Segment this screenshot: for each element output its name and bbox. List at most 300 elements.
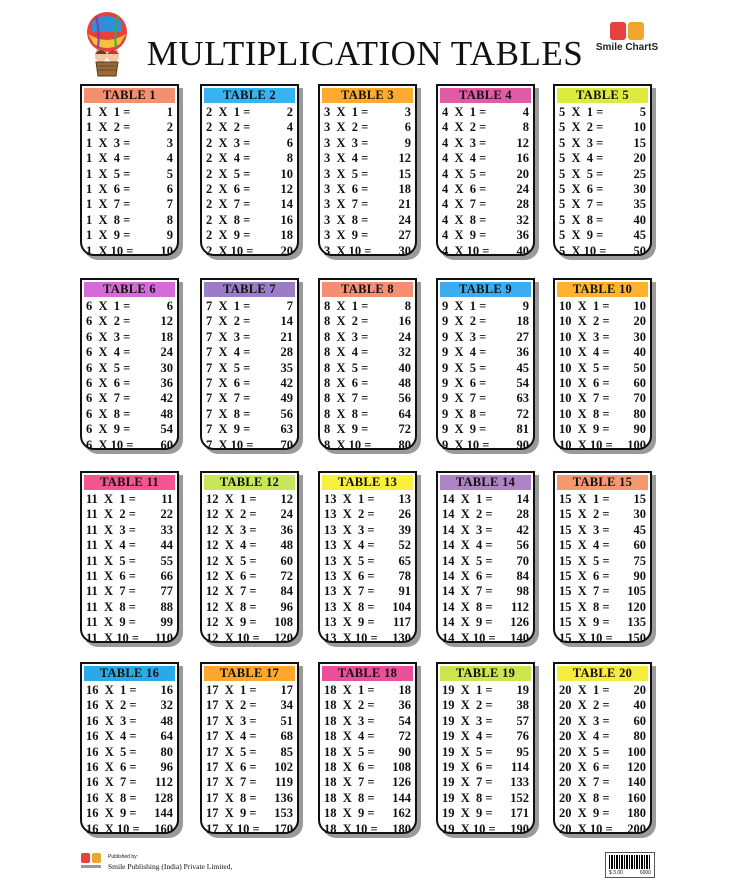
product-value: 45 [633, 228, 646, 243]
table-row [559, 714, 646, 729]
product-value: 200 [627, 821, 646, 836]
product-value: 133 [510, 775, 529, 790]
equation: 10 X 7 = [559, 391, 610, 406]
table-row [559, 523, 646, 538]
table-row [206, 151, 293, 166]
table-row [86, 330, 173, 345]
table-row [86, 698, 173, 713]
product-value: 4 [522, 105, 529, 119]
product-value: 24 [516, 181, 529, 196]
product-value: 2 [286, 105, 293, 119]
product-value: 52 [398, 538, 411, 553]
equation: 3 X 3 = [324, 135, 369, 150]
equation: 12 X 1 = [206, 492, 257, 506]
equation: 19 X 5 = [442, 744, 493, 759]
product-value: 130 [392, 630, 411, 645]
price: $ 3.00 [609, 870, 623, 876]
product-value: 15 [398, 166, 411, 181]
table-row [559, 422, 646, 437]
product-value: 105 [627, 584, 646, 599]
product-value: 108 [392, 759, 411, 774]
product-value: 70 [633, 391, 646, 406]
table-title: TABLE 8 [322, 282, 413, 297]
table-card [436, 84, 539, 260]
product-value: 72 [398, 729, 411, 744]
product-value: 102 [274, 759, 293, 774]
equation: 14 X 6 = [442, 568, 493, 583]
product-value: 15 [633, 492, 646, 506]
product-value: 77 [160, 584, 173, 599]
equation: 9 X 4 = [442, 345, 487, 360]
table-row [324, 554, 411, 569]
product-value: 144 [392, 790, 411, 805]
table-row [324, 244, 411, 259]
product-value: 180 [392, 821, 411, 836]
table-row [206, 631, 293, 646]
table-row [442, 538, 529, 553]
page-title: MULTIPLICATION TABLES [146, 34, 584, 73]
product-value: 3 [166, 135, 173, 150]
table-row [86, 299, 173, 314]
product-value: 28 [280, 345, 293, 360]
table-row [86, 507, 173, 522]
equation: 19 X 6 = [442, 759, 493, 774]
equation: 8 X 5 = [324, 360, 369, 375]
table-row [206, 136, 293, 151]
table-title: TABLE 10 [557, 282, 648, 297]
table-rows [86, 299, 173, 453]
product-value: 5 [639, 105, 646, 119]
table-row [324, 213, 411, 228]
equation: 6 X 3 = [86, 329, 131, 344]
equation: 8 X 2 = [324, 314, 369, 329]
product-value: 90 [633, 568, 646, 583]
equation: 9 X 10 = [442, 437, 490, 452]
product-value: 57 [516, 713, 529, 728]
equation: 16 X 10 = [86, 821, 140, 836]
product-value: 81 [516, 422, 529, 437]
table-card-frame [553, 662, 652, 834]
equation: 13 X 6 = [324, 568, 375, 583]
equation: 3 X 9 = [324, 228, 369, 243]
equation: 18 X 9 = [324, 806, 375, 821]
product-value: 64 [398, 406, 411, 421]
equation: 11 X 3 = [86, 522, 136, 537]
table-row [442, 136, 529, 151]
equation: 14 X 4 = [442, 538, 493, 553]
equation: 6 X 10 = [86, 437, 134, 452]
product-value: 88 [160, 599, 173, 614]
table-row [442, 330, 529, 345]
equation: 19 X 10 = [442, 821, 496, 836]
equation: 17 X 9 = [206, 806, 257, 821]
equation: 18 X 6 = [324, 759, 375, 774]
product-value: 18 [160, 329, 173, 344]
product-value: 95 [516, 744, 529, 759]
product-value: 34 [280, 698, 293, 713]
table-card-frame [200, 662, 299, 834]
equation: 13 X 9 = [324, 615, 375, 630]
table-card [80, 84, 183, 260]
product-value: 22 [160, 507, 173, 522]
table-row [206, 775, 293, 790]
product-value: 16 [516, 151, 529, 166]
equation: 9 X 2 = [442, 314, 487, 329]
equation: 17 X 2 = [206, 698, 257, 713]
table-card-frame [553, 471, 652, 643]
product-value: 84 [516, 568, 529, 583]
equation: 20 X 7 = [559, 775, 610, 790]
table-card-frame [553, 278, 652, 450]
table-row [206, 361, 293, 376]
product-value: 54 [160, 422, 173, 437]
product-value: 12 [398, 151, 411, 166]
table-row [206, 213, 293, 228]
table-row [86, 361, 173, 376]
table-row [206, 407, 293, 422]
equation: 7 X 5 = [206, 360, 251, 375]
product-value: 76 [516, 729, 529, 744]
barcode [605, 852, 655, 878]
table-row [206, 330, 293, 345]
product-value: 17 [280, 683, 293, 697]
equation: 16 X 2 = [86, 698, 137, 713]
table-row [442, 615, 529, 630]
equation: 14 X 10 = [442, 630, 496, 645]
equation: 18 X 7 = [324, 775, 375, 790]
table-row [86, 213, 173, 228]
product-value: 119 [274, 775, 293, 790]
product-value: 35 [633, 197, 646, 212]
product-value: 10 [633, 120, 646, 135]
product-value: 50 [633, 243, 646, 258]
equation: 19 X 7 = [442, 775, 493, 790]
table-row [206, 345, 293, 360]
table-row [324, 806, 411, 821]
equation: 7 X 6 = [206, 375, 251, 390]
product-value: 171 [510, 806, 529, 821]
product-value: 12 [280, 181, 293, 196]
equation: 20 X 5 = [559, 744, 610, 759]
equation: 8 X 3 = [324, 329, 369, 344]
table-row [324, 683, 411, 698]
table-row [559, 745, 646, 760]
table-row [324, 407, 411, 422]
product-value: 100 [627, 744, 646, 759]
table-row [442, 507, 529, 522]
equation: 2 X 5 = [206, 166, 251, 181]
product-value: 100 [627, 437, 646, 452]
equation: 15 X 9 = [559, 615, 610, 630]
product-value: 44 [160, 538, 173, 553]
equation: 2 X 9 = [206, 228, 251, 243]
product-value: 33 [160, 522, 173, 537]
product-value: 25 [633, 166, 646, 181]
product-value: 20 [633, 314, 646, 329]
equation: 11 X 6 = [86, 568, 136, 583]
table-row [559, 569, 646, 584]
table-row [86, 492, 173, 507]
table-rows [206, 105, 293, 259]
equation: 17 X 1 = [206, 683, 257, 697]
equation: 4 X 5 = [442, 166, 487, 181]
table-row [442, 775, 529, 790]
product-value: 10 [280, 166, 293, 181]
table-row [206, 167, 293, 182]
table-row [206, 584, 293, 599]
publisher-name: Smile Publishing (India) Private Limited, [108, 862, 233, 871]
equation: 8 X 10 = [324, 437, 372, 452]
table-rows [86, 492, 173, 646]
equation: 14 X 1 = [442, 492, 493, 506]
equation: 3 X 7 = [324, 197, 369, 212]
table-row [442, 361, 529, 376]
product-value: 140 [627, 775, 646, 790]
table-rows [206, 299, 293, 453]
equation: 3 X 4 = [324, 151, 369, 166]
table-row [206, 197, 293, 212]
table-row [206, 569, 293, 584]
product-value: 180 [627, 806, 646, 821]
product-value: 1 [166, 105, 173, 119]
product-value: 30 [633, 181, 646, 196]
table-row [206, 538, 293, 553]
equation: 2 X 3 = [206, 135, 251, 150]
equation: 4 X 7 = [442, 197, 487, 212]
product-value: 60 [633, 375, 646, 390]
equation: 16 X 9 = [86, 806, 137, 821]
table-row [86, 806, 173, 821]
product-value: 18 [398, 181, 411, 196]
product-value: 98 [516, 584, 529, 599]
table-row [86, 554, 173, 569]
table-title: TABLE 3 [322, 88, 413, 103]
table-row [206, 523, 293, 538]
table-row [559, 775, 646, 790]
table-card-frame [200, 471, 299, 643]
product-value: 26 [398, 507, 411, 522]
product-value: 20 [516, 166, 529, 181]
table-row [324, 507, 411, 522]
table-row [206, 314, 293, 329]
equation: 12 X 6 = [206, 568, 257, 583]
equation: 11 X 9 = [86, 615, 136, 630]
table-row [206, 105, 293, 120]
product-value: 80 [633, 729, 646, 744]
equation: 12 X 4 = [206, 538, 257, 553]
table-row [324, 136, 411, 151]
product-value: 15 [633, 135, 646, 150]
table-row [442, 438, 529, 453]
product-value: 18 [398, 683, 411, 697]
equation: 9 X 7 = [442, 391, 487, 406]
product-value: 48 [280, 538, 293, 553]
smile-faces-icon [592, 22, 662, 40]
table-row [559, 228, 646, 243]
table-row [559, 376, 646, 391]
table-row [442, 314, 529, 329]
equation: 1 X 3 = [86, 135, 131, 150]
table-row [324, 120, 411, 135]
table-card [553, 662, 656, 838]
product-value: 162 [392, 806, 411, 821]
product-value: 55 [160, 553, 173, 568]
product-value: 30 [633, 329, 646, 344]
equation: 15 X 4 = [559, 538, 610, 553]
product-value: 16 [280, 212, 293, 227]
table-row [324, 376, 411, 391]
table-row [86, 714, 173, 729]
table-row [442, 244, 529, 259]
table-row [559, 407, 646, 422]
product-value: 8 [522, 120, 529, 135]
equation: 11 X 10 = [86, 630, 139, 645]
product-value: 84 [280, 584, 293, 599]
product-value: 27 [516, 329, 529, 344]
table-row [86, 569, 173, 584]
product-value: 99 [160, 615, 173, 630]
equation: 7 X 8 = [206, 406, 251, 421]
table-row [206, 791, 293, 806]
equation: 3 X 8 = [324, 212, 369, 227]
table-row [86, 615, 173, 630]
table-row [324, 584, 411, 599]
equation: 10 X 8 = [559, 406, 610, 421]
equation: 11 X 1 = [86, 492, 136, 506]
barcode-bars [609, 855, 651, 869]
table-row [324, 760, 411, 775]
table-card-frame [553, 84, 652, 256]
equation: 16 X 6 = [86, 759, 137, 774]
table-row [324, 569, 411, 584]
equation: 7 X 7 = [206, 391, 251, 406]
equation: 13 X 4 = [324, 538, 375, 553]
equation: 18 X 8 = [324, 790, 375, 805]
brand-name: Smile ChartS [595, 42, 659, 53]
product-value: 65 [398, 553, 411, 568]
product-value: 56 [280, 406, 293, 421]
equation: 18 X 1 = [324, 683, 375, 697]
equation: 15 X 1 = [559, 492, 610, 506]
product-value: 160 [627, 790, 646, 805]
equation: 17 X 3 = [206, 713, 257, 728]
equation: 11 X 4 = [86, 538, 136, 553]
equation: 16 X 8 = [86, 790, 137, 805]
equation: 6 X 1 = [86, 299, 131, 313]
table-row [442, 745, 529, 760]
table-rows [324, 683, 411, 837]
table-row [206, 228, 293, 243]
table-row [442, 523, 529, 538]
product-value: 30 [160, 360, 173, 375]
product-value: 54 [398, 713, 411, 728]
table-row [442, 631, 529, 646]
table-title: TABLE 13 [322, 475, 413, 490]
product-value: 40 [633, 345, 646, 360]
table-row [206, 760, 293, 775]
table-row [559, 492, 646, 507]
product-value: 9 [166, 228, 173, 243]
product-value: 10 [633, 299, 646, 313]
product-value: 120 [274, 630, 293, 645]
equation: 10 X 4 = [559, 345, 610, 360]
table-rows [442, 683, 529, 837]
table-row [324, 151, 411, 166]
table-card [553, 471, 656, 647]
table-row [324, 600, 411, 615]
product-value: 8 [286, 151, 293, 166]
table-row [324, 698, 411, 713]
equation: 7 X 9 = [206, 422, 251, 437]
product-value: 20 [280, 243, 293, 258]
product-value: 42 [516, 522, 529, 537]
table-row [559, 361, 646, 376]
table-row [324, 167, 411, 182]
equation: 9 X 9 = [442, 422, 487, 437]
table-row [559, 600, 646, 615]
equation: 2 X 4 = [206, 151, 251, 166]
equation: 20 X 1 = [559, 683, 610, 697]
product-value: 28 [516, 507, 529, 522]
product-code: 6000 [639, 870, 651, 876]
product-value: 49 [280, 391, 293, 406]
equation: 17 X 7 = [206, 775, 257, 790]
equation: 16 X 5 = [86, 744, 137, 759]
equation: 8 X 6 = [324, 375, 369, 390]
table-row [559, 151, 646, 166]
table-rows [324, 492, 411, 646]
table-row [559, 507, 646, 522]
table-card-frame [200, 278, 299, 450]
product-value: 27 [398, 228, 411, 243]
product-value: 160 [154, 821, 173, 836]
table-row [559, 182, 646, 197]
product-value: 80 [398, 437, 411, 452]
table-rows [324, 299, 411, 453]
table-row [324, 391, 411, 406]
equation: 4 X 8 = [442, 212, 487, 227]
equation: 12 X 2 = [206, 507, 257, 522]
table-row [442, 105, 529, 120]
product-value: 60 [633, 713, 646, 728]
table-row [559, 330, 646, 345]
table-row [86, 167, 173, 182]
table-row [442, 299, 529, 314]
product-value: 60 [160, 437, 173, 452]
table-card [318, 662, 421, 838]
table-row [442, 822, 529, 837]
table-row [442, 760, 529, 775]
table-row [559, 120, 646, 135]
table-row [559, 299, 646, 314]
product-value: 170 [274, 821, 293, 836]
product-value: 70 [280, 437, 293, 452]
product-value: 13 [398, 492, 411, 506]
equation: 3 X 2 = [324, 120, 369, 135]
equation: 4 X 4 = [442, 151, 487, 166]
table-row [559, 615, 646, 630]
table-row [206, 554, 293, 569]
equation: 4 X 2 = [442, 120, 487, 135]
equation: 18 X 5 = [324, 744, 375, 759]
equation: 6 X 5 = [86, 360, 131, 375]
product-value: 24 [398, 212, 411, 227]
table-row [206, 120, 293, 135]
product-value: 126 [510, 615, 529, 630]
product-value: 72 [280, 568, 293, 583]
table-row [86, 538, 173, 553]
table-row [559, 538, 646, 553]
